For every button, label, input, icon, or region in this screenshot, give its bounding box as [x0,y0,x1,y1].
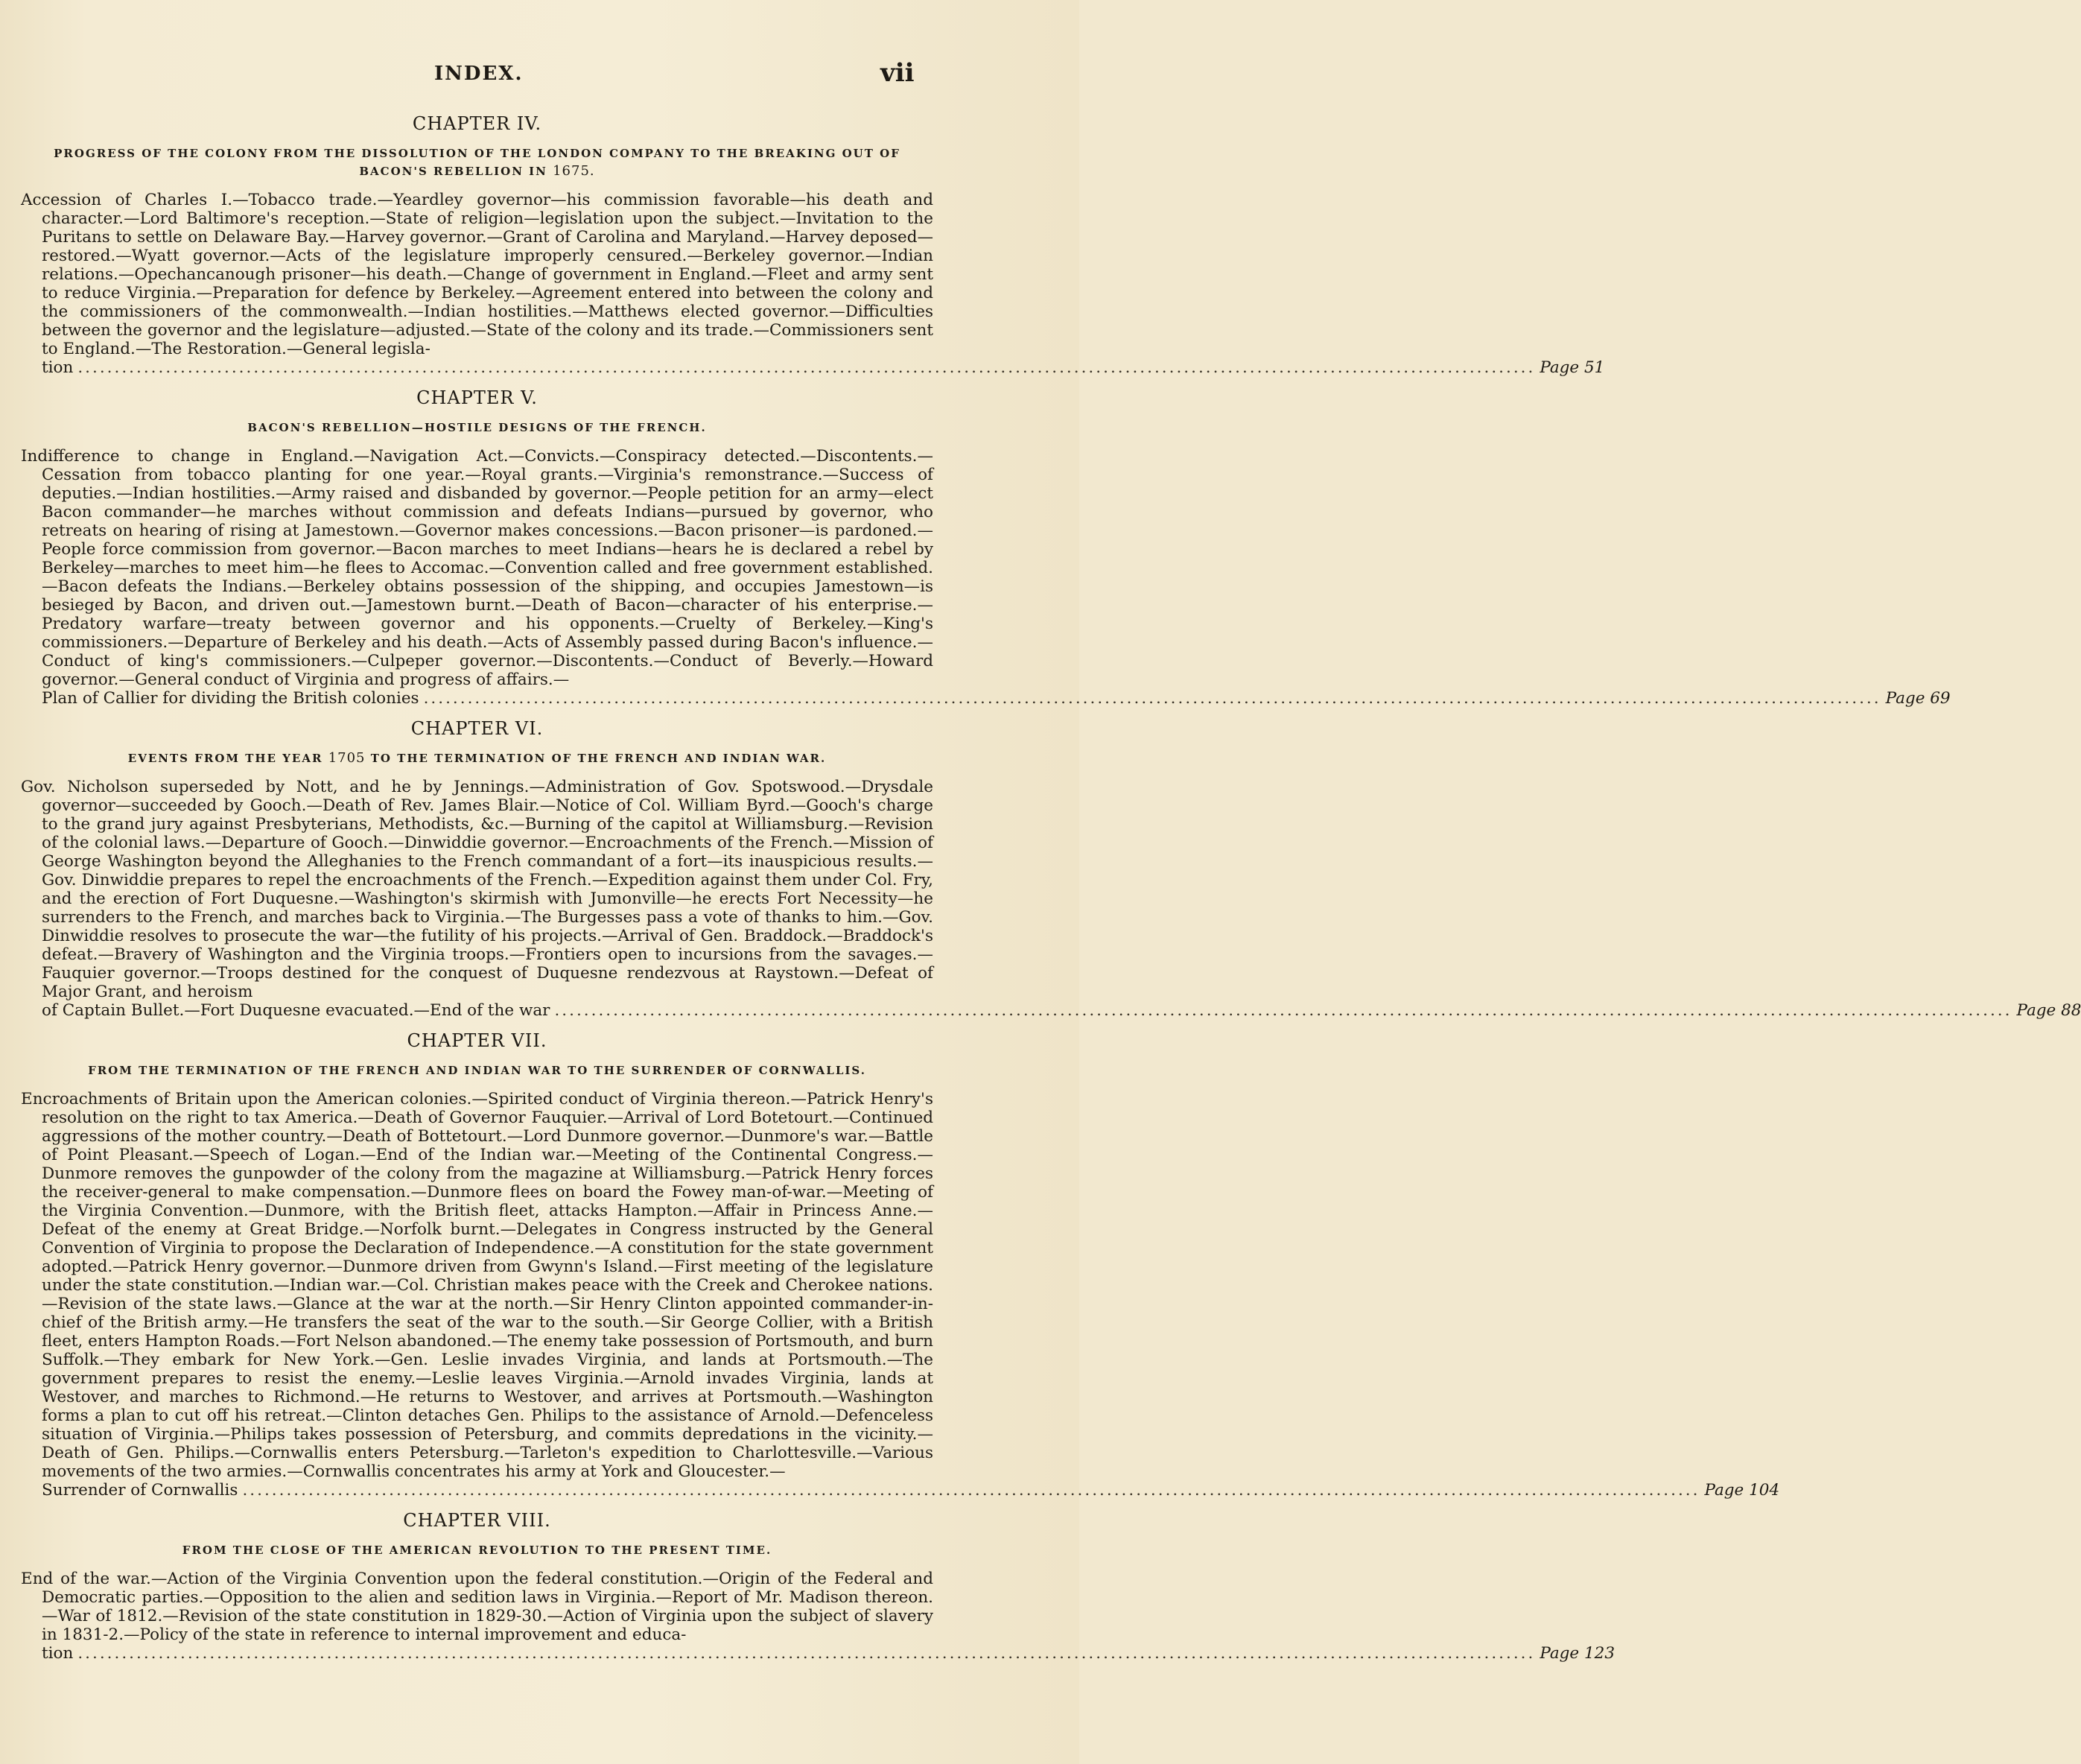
chapter-subtitle [21,145,933,180]
chapter-contents-tail: tion [42,1644,74,1663]
page-number: vii [880,58,915,88]
chapter-heading: CHAPTER IV. [412,113,542,134]
chapter-v [21,387,1951,708]
chapter-vii [21,1030,1780,1500]
chapter-subtitle-text: EVENTS FROM THE YEAR [127,752,323,765]
chapter-heading: CHAPTER VII. [407,1030,547,1051]
chapter-subtitle-text: PROGRESS OF THE COLONY FROM THE DISSOLUTION OF THE LONDON COMPANY TO THE BREAKING OUT OF BACON'S REBELLION IN [54,147,900,178]
chapter-subtitle-text: BACON'S REBELLION—HOSTILE DESIGNS OF THE FRENCH. [247,421,707,434]
dot-leader: ....................................................................................................................................................................................................... [554,1001,2012,1020]
running-head [0,58,1079,95]
chapter-heading: CHAPTER VIII. [403,1510,551,1531]
chapter-contents-tail: of Captain Bullet.—Fort Duquesne evacuated.—End of the war [42,1001,550,1020]
chapter-contents: Gov. Nicholson superseded by Nott, and he by Jennings.—Administration of Gov. Spotswood.—Drysdale governor—succeeded by Gooch.—Death of Rev. James Blair.—Notice of Col. William Byrd.—Gooch's charge to the grand jury against Presbyterians, Methodists, &c.—Burning of the capitol at Williamsburg.—Revision of the colonial laws.—Departure of Gooch.—Dinwiddie governor.—Encroachments of the French.—Mission of George Washington beyond the Alleghanies to the French commandant of a fort—its inauspicious results.—Gov. Dinwiddie prepares to repel the encroachments of the French.—Expedition against them under Col. Fry, and the erection of Fort Duquesne.—Washington's skirmish with Jumonville—he erects Fort Necessity—he surrenders to the French, and marches back to Virginia.—The Burgesses pass a vote of thanks to him.—Gov. Dinwiddie resolves to prosecute the war—the futility of his projects.—Arrival of Gen. Braddock.—Braddock's defeat.—Bravery of Washington and the Virginia troops.—Frontiers open to incursions from the savages.—Fauquier governor.—Troops destined for the conquest of Duquesne rendezvous at Raystown.—Defeat of Major Grant, and heroism [21,778,933,1001]
chapter-contents: Indifference to change in England.—Navigation Act.—Convicts.—Conspiracy detected.—Discontents.—Cessation from tobacco planting for one year.—Royal grants.—Virginia's remonstrance.—Success of deputies.—Indian hostilities.—Army raised and disbanded by governor.—People petition for an army—elect Bacon commander—he marches without commission and defeats Indians—pursued by governor, who retreats on hearing of rising at Jamestown.—Governor makes concessions.—Bacon prisoner—is pardoned.—People force commission from governor.—Bacon marches to meet Indians—hears he is declared a rebel by Berkeley—marches to meet him—he flees to Accomac.—Convention called and free government established.—Bacon defeats the Indians.—Berkeley obtains possession of the shipping, and occupies Jamestown—is besieged by Bacon, and driven out.—Jamestown burnt.—Death of Bacon—character of his enterprise.—Predatory warfare—treaty between governor and his opponents.—Cruelty of Berkeley.—King's commissioners.—Departure of Berkeley and his death.—Acts of Assembly passed during Bacon's influence.—Conduct of king's commissioners.—Culpeper governor.—Discontents.—Conduct of Beverly.—Howard governor.—General conduct of Virginia and progress of affairs.— [21,447,933,689]
chapter-subtitle-year: 1675. [553,163,595,179]
dot-leader: ....................................................................................................................................................................................................... [242,1481,1700,1500]
chapter-page-ref: Page 51 [1540,358,1605,377]
dot-leader: ....................................................................................................................................................................................................... [77,1644,1536,1663]
chapter-contents-tail: tion [42,358,74,377]
chapter-contents: End of the war.—Action of the Virginia Convention upon the federal constitution.—Origin of the Federal and Democratic parties.—Opposition to the alien and sedition laws in Virginia.—Report of Mr. Madison thereon.—War of 1812.—Revision of the state constitution in 1829-30.—Action of Virginia upon the subject of slavery in 1831-2.—Policy of the state in reference to internal improvement and educa- [21,1570,933,1644]
dot-leader: ....................................................................................................................................................................................................... [423,689,1881,708]
chapter-page-line [21,1644,1615,1663]
chapter-iv [21,113,1605,377]
chapter-list [21,113,2081,1675]
chapter-page-ref: Page 123 [1540,1644,1615,1663]
chapter-subtitle [21,1541,933,1559]
running-head-title: INDEX. [434,63,524,85]
chapter-subtitle-text: FROM THE CLOSE OF THE AMERICAN REVOLUTION TO THE PRESENT TIME. [182,1544,772,1557]
chapter-page-line [21,1481,1780,1500]
chapter-contents: Encroachments of Britain upon the American colonies.—Spirited conduct of Virginia thereon.—Patrick Henry's resolution on the right to tax America.—Death of Governor Fauquier.—Arrival of Lord Botetourt.—Continued aggressions of the mother country.—Death of Bottetourt.—Lord Dunmore governor.—Dunmore's war.—Battle of Point Pleasant.—Speech of Logan.—End of the Indian war.—Meeting of the Continental Congress.—Dunmore removes the gunpowder of the colony from the magazine at Williamsburg.—Patrick Henry forces the receiver-general to make compensation.—Dunmore flees on board the Fowey man-of-war.—Meeting of the Virginia Convention.—Dunmore, with the British fleet, attacks Hampton.—Affair in Princess Anne.—Defeat of the enemy at Great Bridge.—Norfolk burnt.—Delegates in Congress instructed by the General Convention of Virginia to propose the Declaration of Independence.—A constitution for the state government adopted.—Patrick Henry governor.—Dunmore driven from Gwynn's Island.—First meeting of the legislature under the state constitution.—Indian war.—Col. Christian makes peace with the Creek and Cherokee nations.—Revision of the state laws.—Glance at the war at the north.—Sir Henry Clinton appointed commander-in-chief of the British army.—He transfers the seat of the war to the south.—Sir George Collier, with a British fleet, enters Hampton Roads.—Fort Nelson abandoned.—The enemy take possession of Portsmouth, and burn Suffolk.—They embark for New York.—Gen. Leslie invades Virginia, and lands at Portsmouth.—The government prepares to resist the enemy.—Leslie leaves Virginia.—Arnold invades Virginia, lands at Westover, and marches to Richmond.—He returns to Westover, and arrives at Portsmouth.—Washington forms a plan to cut off his retreat.—Clinton detaches Gen. Philips to the assistance of Arnold.—Defenceless situation of Virginia.—Philips takes possession of Petersburg, and commits depredations in the vicinity.—Death of Gen. Philips.—Cornwallis enters Petersburg.—Tarleton's expedition to Charlottesville.—Various movements of the two armies.—Cornwallis concentrates his army at York and Gloucester.— [21,1090,933,1481]
chapter-page-line [21,358,1605,377]
chapter-vi [21,718,2081,1020]
chapter-contents-tail: Surrender of Cornwallis [42,1481,238,1500]
chapter-heading: CHAPTER VI. [410,718,544,739]
chapter-heading: CHAPTER V. [416,387,538,408]
chapter-viii [21,1510,1615,1663]
chapter-page-ref: Page 88 [2016,1001,2081,1020]
chapter-subtitle [21,749,933,767]
chapter-contents: Accession of Charles I.—Tobacco trade.—Yeardley governor—his commission favorable—his death and character.—Lord Baltimore's reception.—State of religion—legislation upon the subject.—Invitation to the Puritans to settle on Delaware Bay.—Harvey governor.—Grant of Carolina and Maryland.—Harvey deposed—restored.—Wyatt governor.—Acts of the legislature improperly censured.—Berkeley governor.—Indian relations.—Opechancanough prisoner—his death.—Change of government in England.—Fleet and army sent to reduce Virginia.—Preparation for defence by Berkeley.—Agreement entered into between the colony and the commissioners of the commonwealth.—Indian hostilities.—Matthews elected governor.—Difficulties between the governor and the legislature—adjusted.—State of the colony and its trade.—Commissioners sent to England.—The Restoration.—General legisla- [21,191,933,358]
chapter-subtitle-year: 1705 [328,750,366,766]
chapter-page-line [21,689,1951,708]
chapter-contents-tail: Plan of Callier for dividing the British colonies [42,689,419,708]
dot-leader: ....................................................................................................................................................................................................... [77,358,1536,377]
chapter-subtitle-rest: TO THE TERMINATION OF THE FRENCH AND INDIAN WAR. [370,752,827,765]
chapter-subtitle-text: FROM THE TERMINATION OF THE FRENCH AND INDIAN WAR TO THE SURRENDER OF CORNWALLIS. [88,1064,866,1077]
chapter-subtitle [21,1062,933,1079]
chapter-page-line [21,1001,2081,1020]
chapter-page-ref: Page 69 [1885,689,1951,708]
chapter-page-ref: Page 104 [1704,1481,1780,1500]
chapter-subtitle [21,419,933,437]
